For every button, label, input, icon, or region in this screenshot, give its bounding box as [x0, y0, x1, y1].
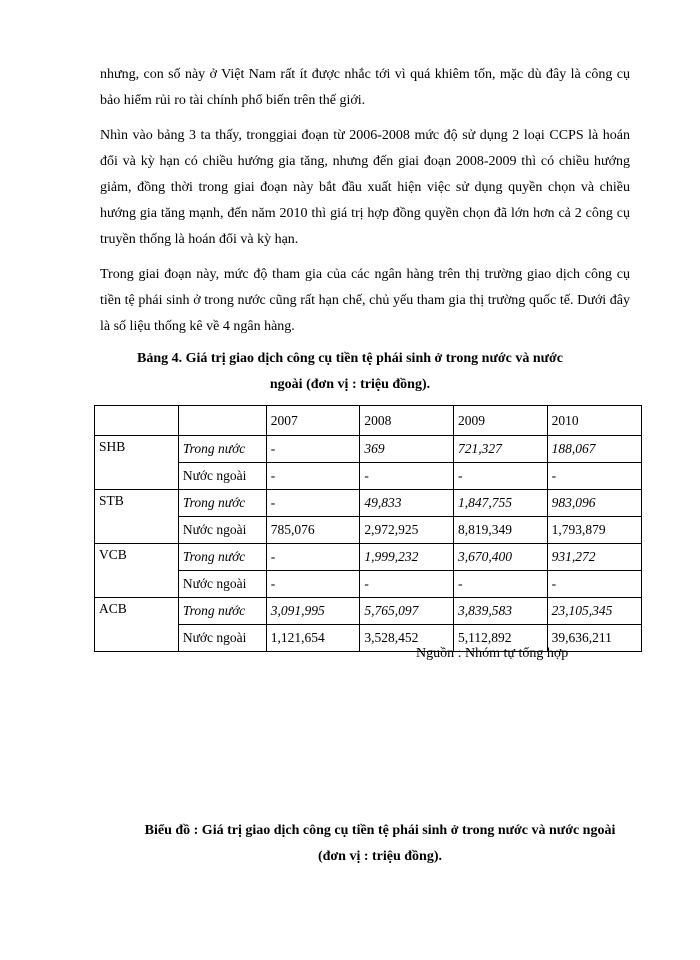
domestic-value-cell: 931,272: [547, 544, 641, 571]
foreign-label: Nước ngoài: [178, 571, 266, 598]
foreign-value-cell: 5,112,892: [453, 625, 547, 652]
domestic-value-cell: 1,999,232: [360, 544, 454, 571]
domestic-value-cell: 188,067: [547, 436, 641, 463]
header-empty-cell: [178, 406, 266, 436]
foreign-value-cell: 3,528,452: [360, 625, 454, 652]
domestic-value-cell: 23,105,345: [547, 598, 641, 625]
domestic-value-cell: 3,670,400: [453, 544, 547, 571]
foreign-label: Nước ngoài: [178, 625, 266, 652]
foreign-value-cell: 1,121,654: [266, 625, 360, 652]
table-row: [95, 436, 642, 463]
table-row: [95, 598, 642, 625]
foreign-value-cell: 2,972,925: [360, 517, 454, 544]
foreign-value-cell: -: [547, 463, 641, 490]
domestic-label: Trong nước: [178, 598, 266, 625]
chart-caption: Biểu đồ : Giá trị giao dịch công cụ tiền tệ phái sinh ở trong nước và nước ngoài (đơn vị : triệu đồng).: [144, 823, 616, 864]
foreign-value-cell: 785,076: [266, 517, 360, 544]
header-year: 2008: [360, 406, 454, 436]
foreign-value-cell: -: [360, 571, 454, 598]
domestic-value-cell: 5,765,097: [360, 598, 454, 625]
bank-name: SHB: [95, 436, 179, 490]
foreign-label: Nước ngoài: [178, 517, 266, 544]
domestic-value-cell: -: [266, 544, 360, 571]
header-year: 2009: [453, 406, 547, 436]
domestic-label: Trong nước: [178, 544, 266, 571]
table-caption: Bảng 4. Giá trị giao dịch công cụ tiền tệ phái sinh ở trong nước và nước ngoài (đơn vị : triệu đồng).: [136, 351, 563, 392]
domestic-label: Trong nước: [178, 436, 266, 463]
foreign-value-cell: -: [360, 463, 454, 490]
domestic-value-cell: 983,096: [547, 490, 641, 517]
foreign-value-cell: -: [453, 571, 547, 598]
foreign-value-cell: -: [453, 463, 547, 490]
table-row: [95, 544, 642, 571]
domestic-value-cell: 3,091,995: [266, 598, 360, 625]
bank-name: STB: [95, 490, 179, 544]
domestic-value-cell: 49,833: [360, 490, 454, 517]
header-year: 2010: [547, 406, 641, 436]
domestic-label: Trong nước: [178, 490, 266, 517]
header-empty-cell: [95, 406, 179, 436]
foreign-value-cell: -: [547, 571, 641, 598]
domestic-value-cell: 369: [360, 436, 454, 463]
paragraph-2: Nhìn vào bảng 3 ta thấy, tronggiai đoạn từ 2006-2008 mức độ sử dụng 2 loại CCPS là hoán đổi và kỳ hạn có chiều hướng gia tăng, nhưng đến giai đoạn 2008-2009 thì có chiều hướng giảm, đồng thời trong giai đoạn này bắt đầu xuất hiện việc sử dụng quyền chọn và chiều hướng gia tăng mạnh, đến năm 2010 thì giá trị hợp đồng quyền chọn đã lớn hơn cả 2 công cụ truyền thống là hoán đổi và kỳ hạn.: [100, 128, 630, 247]
paragraph-3: Trong giai đoạn này, mức độ tham gia của các ngân hàng trên thị trường giao dịch công cụ tiền tệ phái sinh ở trong nước cũng rất hạn chế, chủ yếu tham gia thị trường quốc tế. Dưới đây là số liệu thống kê về 4 ngân hàng.: [100, 267, 630, 334]
foreign-label: Nước ngoài: [178, 463, 266, 490]
domestic-value-cell: 1,847,755: [453, 490, 547, 517]
foreign-value-cell: 39,636,211: [547, 625, 641, 652]
foreign-value-cell: -: [266, 571, 360, 598]
table-header-row: [95, 406, 642, 436]
source-note: Nguồn : Nhóm tự tổng hợp: [416, 646, 569, 661]
bank-name: ACB: [95, 598, 179, 652]
domestic-value-cell: 3,839,583: [453, 598, 547, 625]
table-row: [95, 490, 642, 517]
bank-derivatives-table: [94, 405, 642, 652]
foreign-value-cell: 8,819,349: [453, 517, 547, 544]
paragraph-1: nhưng, con số này ở Việt Nam rất ít được nhắc tới vì quá khiêm tốn, mặc dù đây là công cụ bảo hiểm rủi ro tài chính phổ biến trên thế giới.: [100, 67, 630, 108]
domestic-value-cell: -: [266, 436, 360, 463]
header-year: 2007: [266, 406, 360, 436]
domestic-value-cell: -: [266, 490, 360, 517]
domestic-value-cell: 721,327: [453, 436, 547, 463]
bank-name: VCB: [95, 544, 179, 598]
foreign-value-cell: -: [266, 463, 360, 490]
foreign-value-cell: 1,793,879: [547, 517, 641, 544]
